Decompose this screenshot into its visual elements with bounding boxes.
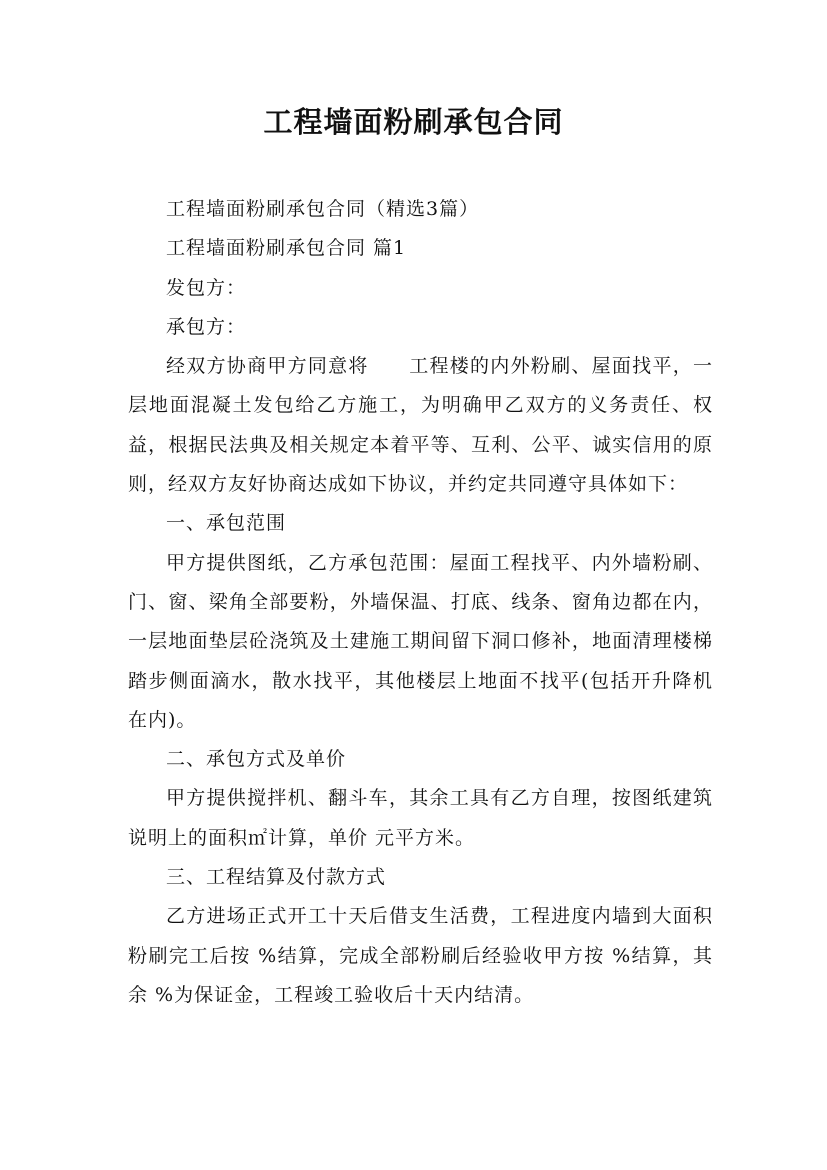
paragraph-method: 甲方提供搅拌机、翻斗车，其余工具有乙方自理，按图纸建筑说明上的面积㎡计算，单价 元平方米。: [128, 787, 713, 849]
document-body: [128, 190, 713, 1015]
paragraph-heading-scope: 一、承包范围: [166, 512, 287, 535]
document-title: 工程墙面粉刷承包合同: [263, 105, 564, 139]
paragraph-scope: 甲方提供图纸，乙方承包范围：屋面工程找平、内外墙粉刷、门、窗、梁角全部要粉，外墙保温、打底、线条、窗角边都在内，一层地面垫层砼浇筑及土建施工期间留下洞口修补，地面清理楼梯踏步侧面滴水，散水找平，其他楼层上地面不找平(包括开升降机在内)。: [128, 551, 713, 731]
paragraph-heading-method: 二、承包方式及单价: [166, 748, 347, 771]
paragraph-settlement: 乙方进场正式开工十天后借支生活费，工程进度内墙到大面积粉刷完工后按 %结算，完成全部粉刷后经验收甲方按 %结算，其余 %为保证金，工程竣工验收后十天内结清。: [128, 905, 713, 1006]
paragraph-heading-settlement: 三、工程结算及付款方式: [166, 866, 387, 889]
paragraph-contractor: 承包方：: [166, 315, 247, 338]
paragraph-intro: 经双方协商甲方同意将 工程楼的内外粉刷、屋面找平，一层地面混凝土发包给乙方施工，为明确甲乙双方的义务责任、权益，根据民法典及相关规定本着平等、互利、公平、诚实信用的原则，经双方友好协商达成如下协议，并约定共同遵守具体如下：: [128, 355, 713, 496]
paragraph-subtitle: 工程墙面粉刷承包合同（精选3篇）: [166, 198, 480, 220]
paragraph-employer: 发包方：: [166, 276, 247, 299]
paragraph-section-heading: 工程墙面粉刷承包合同 篇1: [166, 237, 407, 260]
